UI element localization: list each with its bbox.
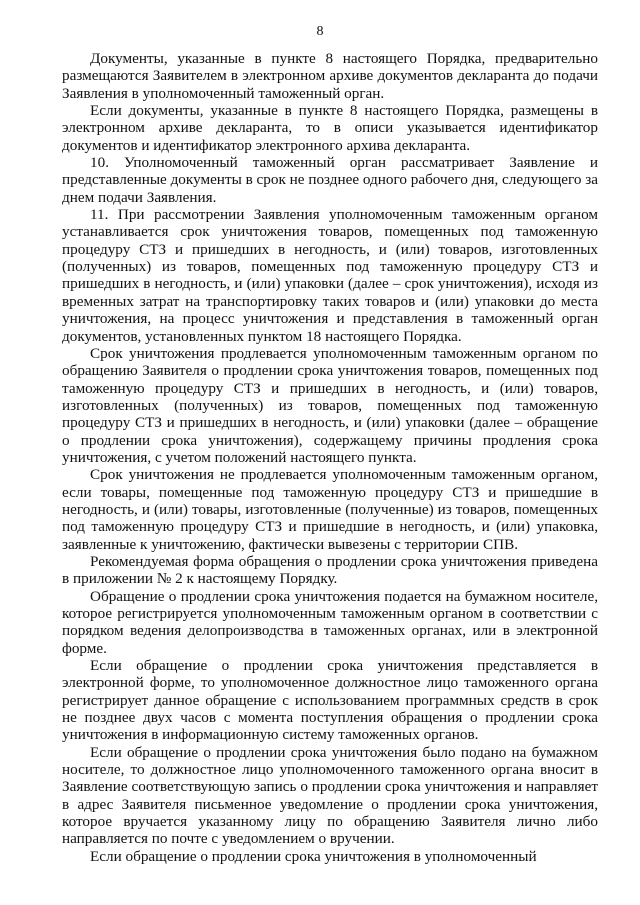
paragraph-10: Если обращение о продлении срока уничтожения было подано на бумажном носителе, то должностное лицо уполномоченного таможенного органа вносит в Заявление соответствующую запись о продлении срока уничтожения и направляет в адрес Заявителя письменное уведомление о продлении срока уничтожения, которое вручается указанному лицу по обращению Заявителя лично либо направляется по почте с уведомлением о вручении. xyxy=(62,743,598,848)
paragraph-2: Если документы, указанные в пункте 8 настоящего Порядка, размещены в электронном архиве декларанта, то в описи указывается идентификатор документов и идентификатор электронного архива декларанта. xyxy=(62,102,598,154)
paragraph-6: Срок уничтожения не продлевается уполномоченным таможенным органом, если товары, помещенные под таможенную процедуру СТЗ и пришедшие в негодность, и (или) товары, изготовленные (полученные) из товаров, помещенных под таможенную процедуру СТЗ и пришедшие в негодность, и (или) упаковка, заявленные к уничтожению, фактически вывезены с территории СПВ. xyxy=(62,466,598,553)
paragraph-1: Документы, указанные в пункте 8 настоящего Порядка, предварительно размещаются Заявителем в электронном архиве документов декларанта до подачи Заявления в уполномоченный таможенный орган. xyxy=(62,50,598,102)
paragraph-4: 11. При рассмотрении Заявления уполномоченным таможенным органом устанавливается срок уничтожения товаров, помещенных под таможенную процедуру СТЗ и пришедших в негодность, и (или) товаров, изготовленных (полученных) из товаров, помещенных под таможенную процедуру СТЗ и пришедших в негодность, и (или) упаковки (далее – срок уничтожения), исходя из временных затрат на транспортировку таких товаров и (или) упаковки до места уничтожения, на процесс уничтожения и представления в таможенный орган документов, установленных пунктом 18 настоящего Порядка. xyxy=(62,206,598,345)
paragraph-9: Если обращение о продлении срока уничтожения представляется в электронной форме, то уполномоченное должностное лицо таможенного органа регистрирует данное обращение с использованием программных средств в срок не позднее двух часов с момента поступления обращения о продлении срока уничтожения в информационную систему таможенных органов. xyxy=(62,657,598,744)
paragraph-5: Срок уничтожения продлевается уполномоченным таможенным органом по обращению Заявителя о продлении срока уничтожения товаров, помещенных под таможенную процедуру СТЗ и пришедших в негодность, и (или) товаров, изготовленных (полученных) из товаров, помещенных под таможенную процедуру СТЗ и пришедших в негодность, и (или) упаковки (далее – обращение о продлении срока уничтожения), содержащему причины продления срока уничтожения, с учетом положений настоящего пункта. xyxy=(62,344,598,466)
page-number: 8 xyxy=(316,24,324,39)
paragraph-7: Рекомендуемая форма обращения о продлении срока уничтожения приведена в приложении № 2 к настоящему Порядку. xyxy=(62,552,598,588)
paragraph-11: Если обращение о продлении срока уничтожения в уполномоченный xyxy=(90,847,537,865)
paragraph-8: Обращение о продлении срока уничтожения подается на бумажном носителе, которое регистрируется уполномоченным таможенным органом в соответствии с порядком ведения делопроизводства в таможенных органах, или в электронной форме. xyxy=(62,587,598,657)
document-body xyxy=(62,50,598,865)
paragraph-3: 10. Уполномоченный таможенный орган рассматривает Заявление и представленные документы в срок не позднее одного рабочего дня, следующего за днем подачи Заявления. xyxy=(62,154,599,206)
